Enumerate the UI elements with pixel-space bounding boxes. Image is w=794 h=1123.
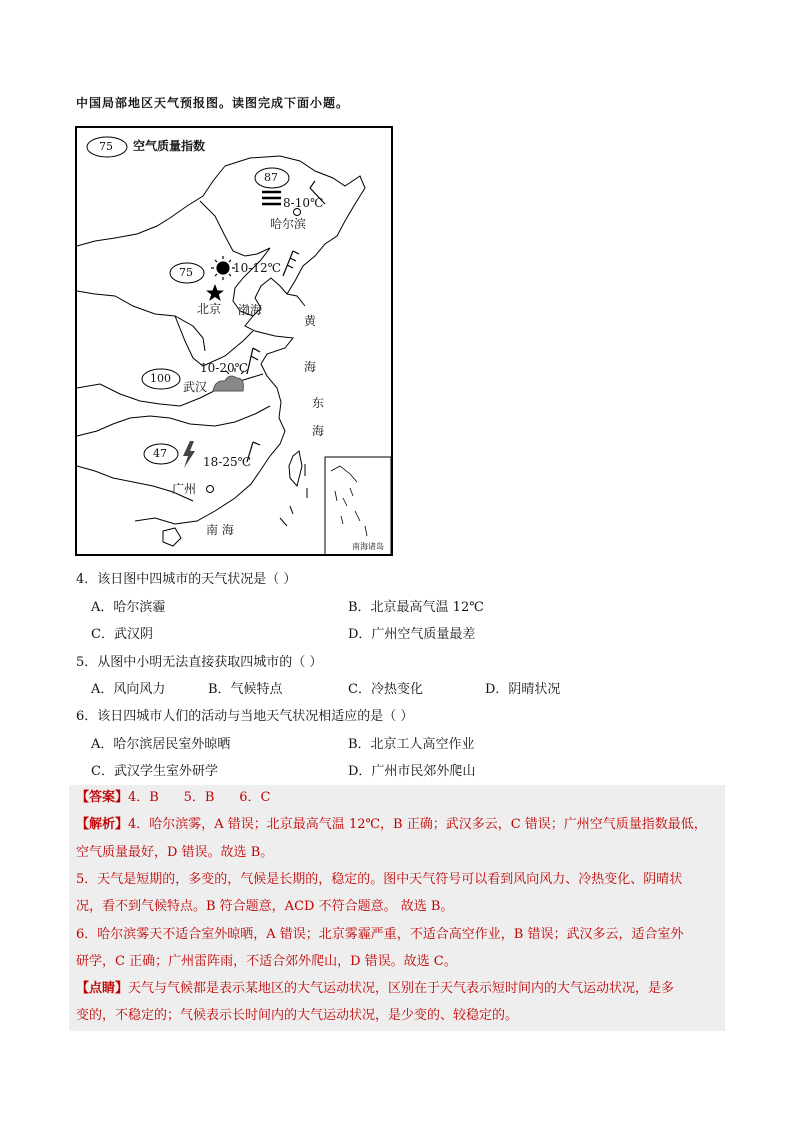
q6-option-a: A．哈尔滨居民室外晾晒 [91, 737, 231, 752]
legend-value: 75 [99, 140, 113, 153]
question-6: 6．该日四城市人们的活动与当地天气状况相适应的是（ ） [76, 709, 414, 724]
q6-option-d: D．广州市民郊外爬山 [348, 764, 476, 779]
inset-label: 南海诸岛 [352, 542, 384, 551]
q4-option-c: C．武汉阴 [91, 627, 153, 642]
guangzhou-name: 广州 [172, 482, 197, 496]
guangzhou-temp: 18-25℃ [203, 455, 252, 469]
east-sea-char-2: 海 [312, 424, 325, 438]
wuhan-temp: 10-20℃ [200, 361, 249, 375]
answer-text: 4．B 5．B 6．C [128, 790, 271, 805]
analysis-line-1 [76, 818, 707, 831]
guangzhou-aqi: 47 [153, 447, 167, 460]
analysis-line-3: 5．天气是短期的，多变的，气候是长期的，稳定的。图中天气符号可以看到风向风力、冷热变化、阴晴状 [76, 872, 683, 887]
harbin-name: 哈尔滨 [270, 217, 307, 231]
q5-option-a: A．风向风力 [91, 682, 166, 697]
q5-option-c: C．冷热变化 [348, 682, 423, 697]
q5-option-d: D．阴晴状况 [485, 682, 561, 697]
beijing-aqi: 75 [179, 266, 193, 279]
answer-tag: 【答案】 [76, 790, 129, 805]
comment-line-1 [76, 982, 674, 995]
harbin-temp: 8-10℃ [283, 196, 324, 210]
yellow-sea-char-1: 黄 [304, 314, 317, 328]
question-4: 4．该日图中四城市的天气状况是（ ） [76, 572, 297, 587]
q6-option-c: C．武汉学生室外研学 [91, 764, 218, 779]
weather-map [75, 126, 393, 556]
q4-option-b: B．北京最高气温 12℃ [348, 600, 484, 615]
intro-text: 中国局部地区天气预报图。读图完成下面小题。 [76, 96, 350, 110]
analysis-tag: 【解析】 [76, 817, 129, 832]
wuhan-aqi: 100 [150, 372, 171, 385]
south-sea-label: 南 海 [206, 523, 234, 537]
bohai-label: 渤海 [238, 303, 263, 317]
map-drawing [75, 126, 393, 556]
analysis-line-2: 空气质量最好，D 错误。故选 B。 [76, 845, 274, 860]
comment-text-1: 天气与气候都是表示某地区的大气运动状况，区别在于天气表示短时间内的大气运动状况，是多 [128, 981, 675, 996]
q4-option-d: D．广州空气质量最差 [348, 627, 476, 642]
comment-line-2: 变的，不稳定的；气候表示长时间内的大气运动状况，是少变的、较稳定的。 [76, 1008, 519, 1023]
answer-line [76, 791, 270, 804]
analysis-text-1: 4．哈尔滨雾，A 错误；北京最高气温 12℃，B 正确；武汉多云，C 错误；广州空气质量指数最低， [128, 817, 707, 832]
beijing-name: 北京 [197, 302, 222, 316]
question-5: 5．从图中小明无法直接获取四城市的（ ） [76, 655, 323, 670]
analysis-line-6: 研学，C 正确；广州雷阵雨，不适合郊外爬山，D 错误。故选 C。 [76, 954, 457, 969]
wuhan-name: 武汉 [183, 380, 208, 394]
beijing-temp: 10-12℃ [233, 261, 282, 275]
east-sea-char-1: 东 [312, 396, 325, 410]
q6-option-b: B．北京工人高空作业 [348, 737, 475, 752]
legend-label: 空气质量指数 [133, 139, 206, 153]
yellow-sea-char-2: 海 [304, 360, 317, 374]
comment-tag: 【点睛】 [76, 981, 129, 996]
analysis-line-5: 6．哈尔滨雾天不适合室外晾晒，A 错误；北京雾霾严重，不适合高空作业，B 错误；武汉多云，适合室外 [76, 927, 684, 942]
analysis-line-4: 况，看不到气候特点。B 符合题意，ACD 不符合题意。 故选 B。 [76, 899, 454, 914]
harbin-aqi: 87 [264, 171, 278, 184]
q4-option-a: A．哈尔滨霾 [91, 600, 166, 615]
q5-option-b: B．气候特点 [208, 682, 283, 697]
